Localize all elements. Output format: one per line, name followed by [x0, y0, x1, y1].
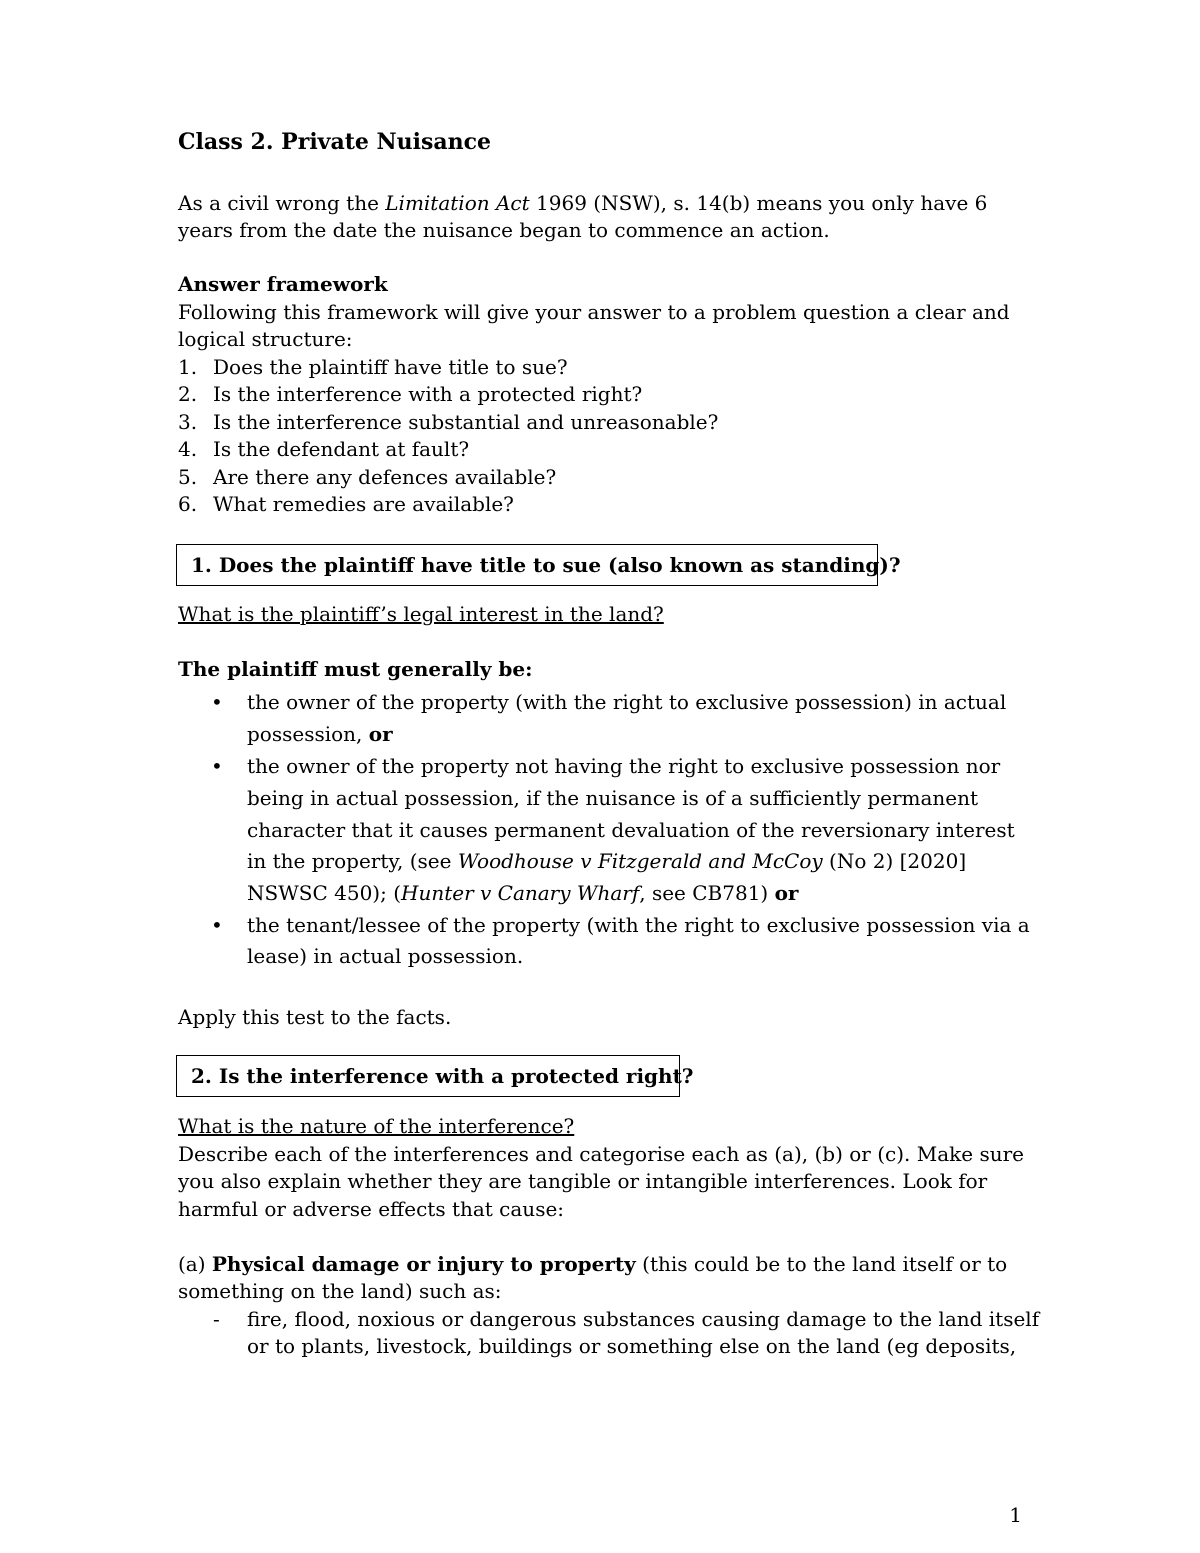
category-a-title: Physical damage or injury to property	[211, 1252, 636, 1276]
list-item: Is the defendant at fault?	[213, 437, 470, 461]
bullet-2-text-cont: , see CB781)	[639, 881, 775, 905]
bullet-2-or: or	[774, 881, 799, 905]
bullet-1-line-2	[247, 724, 393, 744]
bullet-2-line-2: being in actual possession, if the nuisance is of a sufficiently permanent	[247, 786, 979, 810]
intro-text: As a civil wrong the	[178, 191, 386, 215]
section-2-desc-line-1: Describe each of the interferences and categorise each as (a), (b) or (c). Make sure	[178, 1142, 1024, 1166]
bullet-1-text: possession,	[247, 722, 369, 746]
dash-item-line-2: or to plants, livestock, buildings or something else on the land (eg deposits,	[247, 1334, 1017, 1358]
bullet-2-text: in the property, (see	[247, 849, 458, 873]
category-a-label: (a)	[178, 1252, 212, 1276]
section-2-desc-line-2: you also explain whether they are tangible or intangible interferences. Look for	[178, 1169, 988, 1193]
framework-heading: Answer framework	[178, 272, 388, 296]
bullet-2-line-1: the owner of the property not having the right to exclusive possession nor	[247, 754, 1001, 778]
list-item: Is the interference substantial and unreasonable?	[213, 410, 719, 434]
bullet-icon: •	[211, 690, 223, 714]
section-2-desc-line-3: harmful or adverse effects that cause:	[178, 1197, 565, 1221]
case-citation-hunter: Hunter v Canary Wharf	[401, 881, 640, 905]
list-item: Is the interference with a protected right?	[213, 382, 643, 406]
list-item: Does the plaintiff have title to sue?	[213, 355, 568, 379]
bullet-icon: •	[211, 913, 223, 937]
section-1-heading: 1. Does the plaintiff have title to sue (also known as standing)?	[176, 544, 878, 586]
page-number: 1	[1009, 1503, 1022, 1527]
list-number: 6.	[178, 492, 198, 516]
bullet-1-or: or	[368, 722, 393, 746]
list-item: Are there any defences available?	[213, 465, 557, 489]
section-2-heading: 2. Is the interference with a protected right?	[176, 1055, 680, 1097]
bullet-1-line-1: the owner of the property (with the right to exclusive possession) in actual	[247, 690, 1007, 714]
bullet-2-line-5	[247, 883, 798, 903]
apply-test-text: Apply this test to the facts.	[178, 1005, 452, 1029]
list-number: 5.	[178, 465, 198, 489]
category-a-text: (this could be to the land itself or to	[635, 1252, 1008, 1276]
limitation-act-citation: Limitation Act	[385, 191, 530, 215]
case-citation-woodhouse: Woodhouse v Fitzgerald and McCoy	[457, 849, 823, 873]
must-heading: The plaintiff must generally be:	[178, 657, 533, 681]
category-a-line-1	[178, 1254, 1007, 1274]
bullet-2-text-cont: (No 2) [2020]	[822, 849, 967, 873]
list-item: What remedies are available?	[213, 492, 514, 516]
bullet-3-line-2: lease) in actual possession.	[247, 944, 524, 968]
intro-text-cont: 1969 (NSW), s. 14(b) means you only have 6	[529, 191, 988, 215]
bullet-2-text: NSWSC 450); (	[247, 881, 401, 905]
framework-desc-line-1: Following this framework will give your answer to a problem question a clear and	[178, 300, 1010, 324]
section-2-question: What is the nature of the interference?	[178, 1114, 575, 1138]
list-number: 1.	[178, 355, 198, 379]
bullet-icon: •	[211, 754, 223, 778]
list-number: 2.	[178, 382, 198, 406]
document-title: Class 2. Private Nuisance	[178, 129, 492, 155]
dash-icon: -	[213, 1307, 220, 1331]
intro-line-1	[178, 193, 987, 213]
section-1-question: What is the plaintiff’s legal interest in the land?	[178, 602, 664, 626]
category-a-line-2: something on the land) such as:	[178, 1279, 502, 1303]
intro-line-2: years from the date the nuisance began to commence an action.	[178, 218, 830, 242]
bullet-2-line-3: character that it causes permanent devaluation of the reversionary interest	[247, 818, 1015, 842]
dash-item-line-1: fire, flood, noxious or dangerous substances causing damage to the land itself	[247, 1307, 1040, 1331]
list-number: 4.	[178, 437, 198, 461]
framework-desc-line-2: logical structure:	[178, 327, 353, 351]
bullet-2-line-4	[247, 851, 966, 871]
bullet-3-line-1: the tenant/lessee of the property (with the right to exclusive possession via a	[247, 913, 1030, 937]
list-number: 3.	[178, 410, 198, 434]
